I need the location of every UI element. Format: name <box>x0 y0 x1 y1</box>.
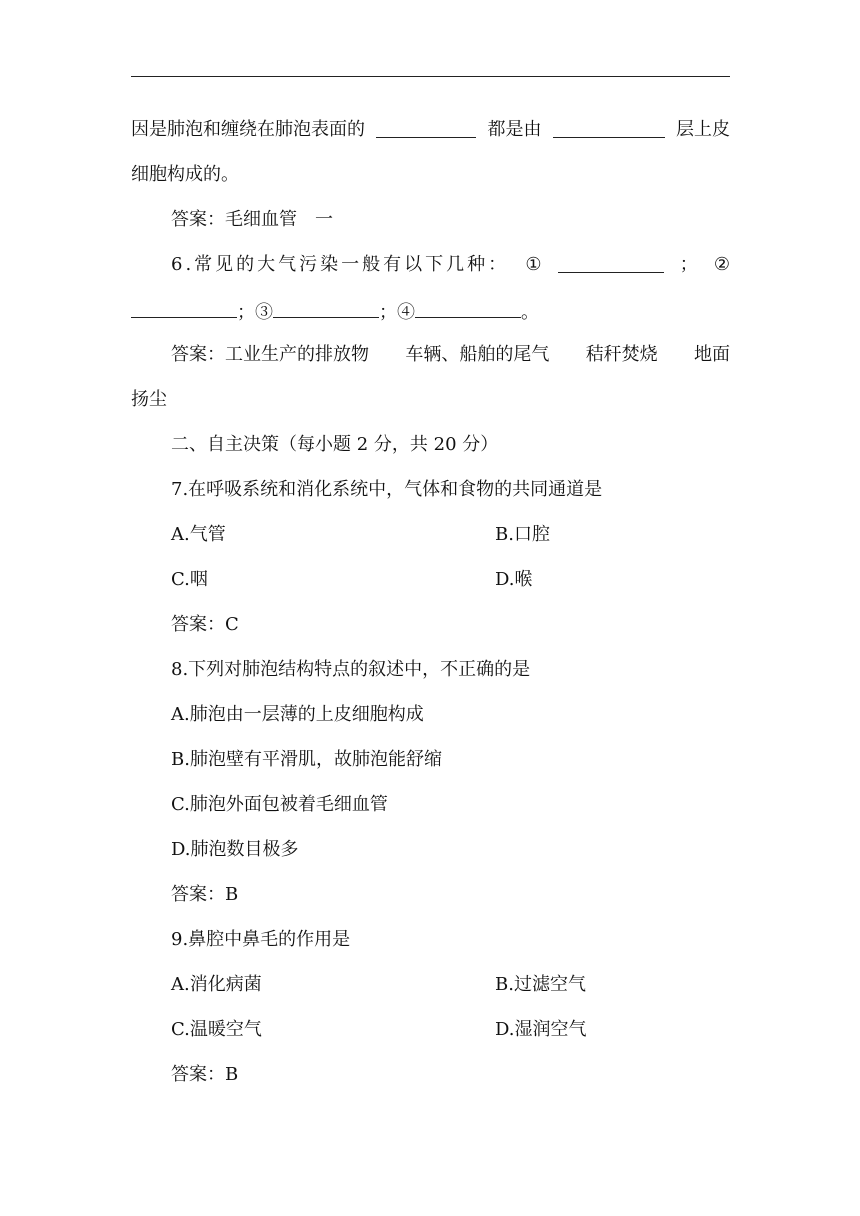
q6-marker-2: ② <box>713 254 730 275</box>
q7-stem-text: 7.在呼吸系统和消化系统中，气体和食物的共同通道是 <box>171 479 603 500</box>
q6-marker-4: ④ <box>397 302 415 323</box>
q8-option-c-row <box>171 792 730 818</box>
q6-answer-1: 工业生产的排放物 <box>225 344 369 365</box>
q8-option-a: A.肺泡由一层薄的上皮细胞构成 <box>171 704 424 725</box>
q6-end: 。 <box>521 302 539 323</box>
q6-answer-5: 扬尘 <box>131 389 167 410</box>
q7-answer-text: 答案：C <box>171 614 239 635</box>
q7-stem <box>171 477 730 503</box>
q6-blank-4 <box>415 297 521 318</box>
q6-answer-3: 秸秆焚烧 <box>585 344 658 365</box>
q5-line-2 <box>131 162 730 188</box>
q5-text-end: 细胞构成的。 <box>131 164 239 185</box>
q7-option-b: B.口腔 <box>495 524 550 545</box>
q6-answer-cont <box>131 387 730 413</box>
q5-answer <box>171 207 730 233</box>
q7-options-row-2 <box>171 567 730 593</box>
q8-option-a-row <box>171 702 730 728</box>
q9-stem <box>171 927 730 953</box>
q9-option-d: D.湿润空气 <box>495 1019 587 1040</box>
header-rule <box>131 76 730 77</box>
q8-stem <box>171 657 730 683</box>
q5-text-c: 层上皮 <box>676 119 730 140</box>
q9-option-b: B.过滤空气 <box>495 974 586 995</box>
q8-option-b-row <box>171 747 730 773</box>
q7-option-c: C.咽 <box>171 569 208 590</box>
q7-option-d: D.喉 <box>495 569 533 590</box>
q9-option-c: C.温暖空气 <box>171 1019 262 1040</box>
answer-label: 答案： <box>171 209 225 230</box>
q5-blank-2 <box>553 117 665 138</box>
q6-line-1 <box>171 252 730 278</box>
q6-blank-3 <box>273 297 379 318</box>
q6-stem: 6.常见的大气污染一般有以下几种： <box>171 254 510 275</box>
q8-option-d: D.肺泡数目极多 <box>171 839 299 860</box>
q6-marker-1: ① <box>525 254 542 275</box>
q9-options-row-2 <box>171 1017 730 1043</box>
q6-sep-3: ； <box>379 302 397 323</box>
q6-sep-2: ； <box>237 302 255 323</box>
q5-text-b: 都是由 <box>487 119 542 140</box>
q9-answer <box>171 1062 730 1088</box>
q9-option-a: A.消化病菌 <box>171 974 262 995</box>
q5-answer-2: 一 <box>315 209 333 230</box>
q7-option-a: A.气管 <box>171 524 226 545</box>
q7-answer <box>171 612 730 638</box>
q8-option-d-row <box>171 837 730 863</box>
q5-line-1 <box>131 117 730 143</box>
q6-sep-1: ； <box>679 254 698 275</box>
q9-options-row-1 <box>171 972 730 998</box>
q6-answer-4: 地面 <box>693 344 730 365</box>
q9-answer-text: 答案：B <box>171 1064 239 1085</box>
q5-blank-1 <box>376 117 476 138</box>
answer-label: 答案： <box>171 344 225 365</box>
q5-answer-1: 毛细血管 <box>225 209 297 230</box>
section-2-title: 二、自主决策（每小题 2 分，共 20 分） <box>171 434 499 455</box>
q6-blank-1 <box>558 252 664 273</box>
q8-answer <box>171 882 730 908</box>
q8-stem-text: 8.下列对肺泡结构特点的叙述中，不正确的是 <box>171 659 531 680</box>
q5-text-a: 因是肺泡和缠绕在肺泡表面的 <box>131 119 365 140</box>
q6-marker-3: ③ <box>255 302 273 323</box>
q6-answer <box>171 342 730 368</box>
q8-option-b: B.肺泡壁有平滑肌，故肺泡能舒缩 <box>171 749 442 770</box>
q7-options-row-1 <box>171 522 730 548</box>
q6-line-2 <box>131 297 730 326</box>
q9-stem-text: 9.鼻腔中鼻毛的作用是 <box>171 929 351 950</box>
q8-option-c: C.肺泡外面包被着毛细血管 <box>171 794 388 815</box>
q6-blank-2 <box>131 297 237 318</box>
q6-answer-2: 车辆、船舶的尾气 <box>405 344 550 365</box>
q8-answer-text: 答案：B <box>171 884 239 905</box>
section-title <box>171 432 730 458</box>
